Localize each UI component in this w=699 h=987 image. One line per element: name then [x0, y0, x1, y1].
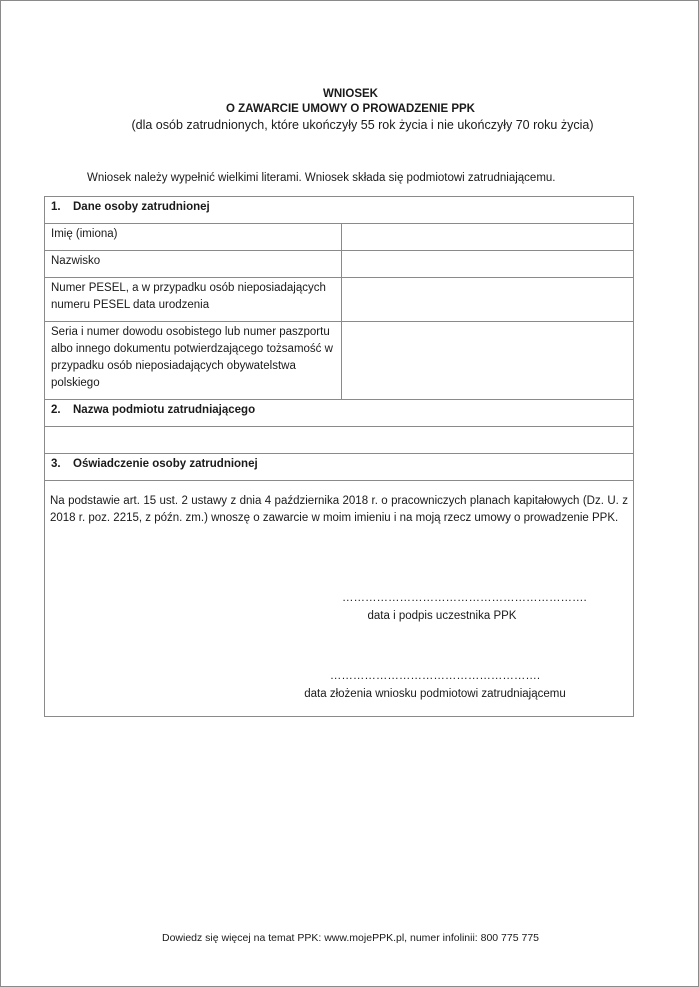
surname-label: Nazwisko: [45, 251, 342, 277]
id-document-field[interactable]: [342, 322, 633, 399]
signature-line[interactable]: ……………………………………………………….: [342, 592, 587, 604]
submission-date-block: [285, 671, 585, 703]
pesel-field[interactable]: [342, 278, 633, 321]
section-1-number: 1.: [51, 201, 61, 213]
surname-field[interactable]: [342, 251, 633, 277]
section-3-header: [45, 454, 633, 481]
field-row-first-name: [45, 224, 633, 251]
section-2-number: 2.: [51, 404, 61, 416]
application-form: [44, 196, 634, 717]
submission-date-label: data złożenia wniosku podmiotowi zatrudniającemu: [304, 688, 566, 700]
first-name-field[interactable]: [342, 224, 633, 250]
section-3-title: Oświadczenie osoby zatrudnionej: [73, 458, 258, 470]
section-2-header: [45, 400, 633, 427]
fill-instruction: Wniosek należy wypełnić wielkimi literami. Wniosek składa się podmiotowi zatrudniającemu.: [87, 172, 556, 184]
id-document-label: Seria i numer dowodu osobistego lub numer paszportu albo innego dokumentu potwierdzającego tożsamość w przypadku osób nieposiadających obywatelstwa polskiego: [45, 322, 342, 399]
field-row-pesel: [45, 278, 633, 322]
declaration-area: [45, 481, 633, 716]
section-1-title: Dane osoby zatrudnionej: [73, 201, 210, 213]
submission-date-line[interactable]: ……………………………………………….: [329, 670, 541, 682]
field-row-surname: [45, 251, 633, 278]
footer-info: Dowiedz się więcej na temat PPK: www.mojePPK.pl, numer infolinii: 800 775 775: [161, 932, 540, 944]
field-row-id-document: [45, 322, 633, 400]
title-block: [1, 87, 699, 133]
document-title: WNIOSEK: [323, 88, 378, 100]
section-1-header: [45, 197, 633, 224]
signature-block: [342, 592, 587, 625]
document-subtitle: O ZAWARCIE UMOWY O PROWADZENIE PPK: [226, 103, 475, 115]
first-name-label: Imię (imiona): [45, 224, 342, 250]
pesel-label: Numer PESEL, a w przypadku osób nieposiadających numeru PESEL data urodzenia: [45, 278, 342, 321]
declaration-text: Na podstawie art. 15 ust. 2 ustawy z dnia 4 października 2018 r. o pracowniczych planach kapitałowych (Dz. U. z 2018 r. poz. 2215, z późn. zm.) wnoszę o zawarcie w moim imieniu i na moją rzecz umowy o prowadzenie PPK.: [50, 495, 628, 524]
employer-name-field[interactable]: [45, 427, 633, 454]
document-scope-note: (dla osób zatrudnionych, które ukończyły 55 rok życia i nie ukończyły 70 roku życia): [131, 118, 594, 132]
signature-label: data i podpis uczestnika PPK: [367, 610, 517, 622]
section-2-title: Nazwa podmiotu zatrudniającego: [73, 404, 256, 416]
section-3-number: 3.: [51, 458, 61, 470]
